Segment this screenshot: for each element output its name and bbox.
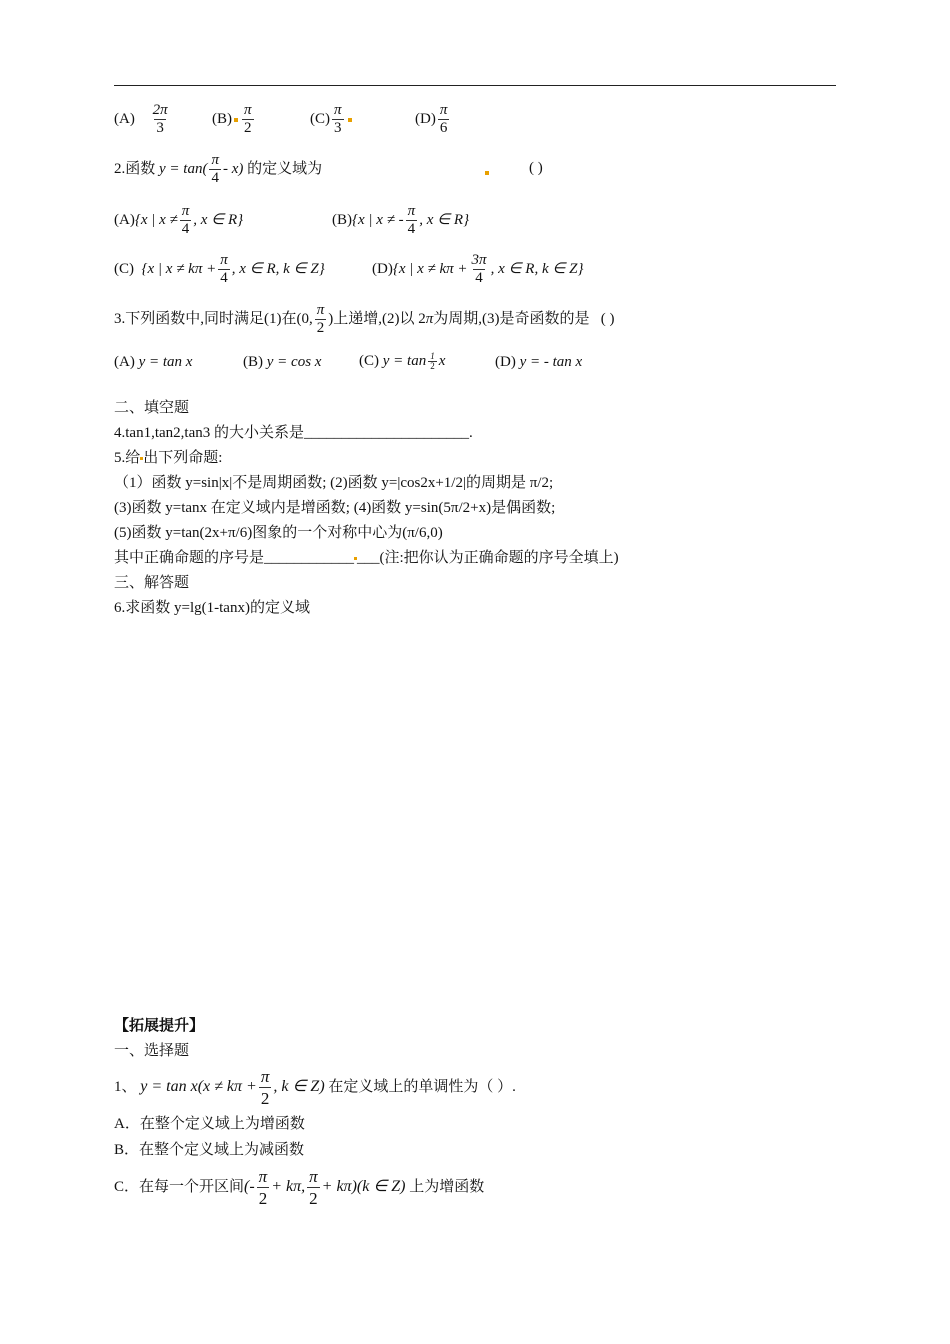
q1-options	[114, 102, 172, 137]
header-rule	[114, 85, 836, 86]
q3-option-d: (D) y = - tan x	[495, 354, 583, 370]
q1-option-d: (D) $\frac{\pi}{6}$	[415, 102, 448, 136]
q1-option-c-fraction: $\frac{\pi}{3}$	[334, 102, 342, 136]
q1-option-a-label: (A)	[114, 110, 135, 127]
q2-option-c: (C) {x | x ≠ kπ + $\frac{\pi}{4}$ , x ∈ R, k ∈ Z}	[114, 252, 325, 286]
marker-dot	[234, 118, 238, 122]
marker-dot	[485, 171, 489, 175]
q3-option-a: (A) y = tan x	[114, 354, 193, 370]
q1-option-b-fraction: $\frac{\pi}{2}$	[244, 102, 252, 136]
q3-answer-bracket: ( )	[600, 310, 615, 327]
ext-q1-option-a: A．在整个定义域上为增函数	[114, 1116, 305, 1132]
q3-option-b: (B) y = cos x	[243, 354, 322, 370]
section-answer-title: 三、解答题	[114, 575, 190, 591]
q2-stem: 2.函数 y = tan( $\frac{\pi}{4}$ - x) 的定义域为	[114, 152, 323, 186]
q1-option-b: (B) $\frac{\pi}{2}$	[212, 102, 252, 136]
ext-q1-option-b: B．在整个定义域上为减函数	[114, 1142, 305, 1158]
extension-subheading: 一、选择题	[114, 1043, 190, 1059]
section-fill-in-title: 二、填空题	[114, 400, 190, 416]
extension-heading: 【拓展提升】	[114, 1018, 205, 1034]
q2-answer-bracket: ( )	[529, 160, 543, 176]
q5-line-2: (3)函数 y=tanx 在定义域内是增函数; (4)函数 y=sin(5π/2+x)是偶函数;	[114, 500, 556, 516]
q1-option-d-fraction: $\frac{\pi}{6}$	[439, 102, 448, 136]
q5-title: 5.给 出下列命题:	[114, 450, 223, 466]
q1-option-a-fraction: $\frac{2\pi}{3}$	[152, 102, 168, 136]
q2-option-b: (B){x | x ≠ - $\frac{\pi}{4}$ , x ∈ R}	[332, 203, 470, 237]
q5-line-3: (5)函数 y=tan(2x+π/6)图象的一个对称中心为(π/6,0)	[114, 525, 443, 541]
q6-text: 6.求函数 y=lg(1-tanx)的定义域	[114, 600, 310, 616]
q3-stem: 3.下列函数中,同时满足(1)在(0, $\frac{\pi}{2}$ )上递增,(2)以 2π为周期,(3)是奇函数的是 ( )	[114, 302, 615, 336]
ext-q1-option-c: C．在每一个开区间(- $\frac{\pi}{2}$ + kπ, $\frac{\pi}{2}$ + kπ)(k ∈ Z) 上为增函数	[114, 1167, 485, 1208]
q3-option-c: (C) y = tan $\frac{1}{2}$ x	[359, 351, 446, 371]
q5-line-4: 其中正确命题的序号是____________ ___(注:把你认为正确命题的序号全填上)	[114, 550, 619, 566]
q1-option-c: (C) $\frac{\pi}{3}$	[310, 102, 354, 137]
q2-option-d: (D){x | x ≠ kπ + $\frac{3\pi}{4}$ , x ∈ R, k ∈ Z}	[372, 252, 584, 286]
q5-line-1: （1）函数 y=sin|x|不是周期函数; (2)函数 y=|cos2x+1/2|的周期是 π/2;	[114, 475, 554, 491]
marker-dot	[348, 118, 352, 122]
q2-option-a: (A){x | x ≠ $\frac{\pi}{4}$ , x ∈ R}	[114, 203, 244, 237]
ext-q1-stem: 1、 y = tan x(x ≠ kπ + $\frac{\pi}{2}$ , k ∈ Z) 在定义域上的单调性为（ ）.	[114, 1067, 516, 1108]
q4-text: 4.tan1,tan2,tan3 的大小关系是______________________.	[114, 425, 473, 441]
q2-fraction: $\frac{\pi}{4}$	[211, 152, 219, 186]
